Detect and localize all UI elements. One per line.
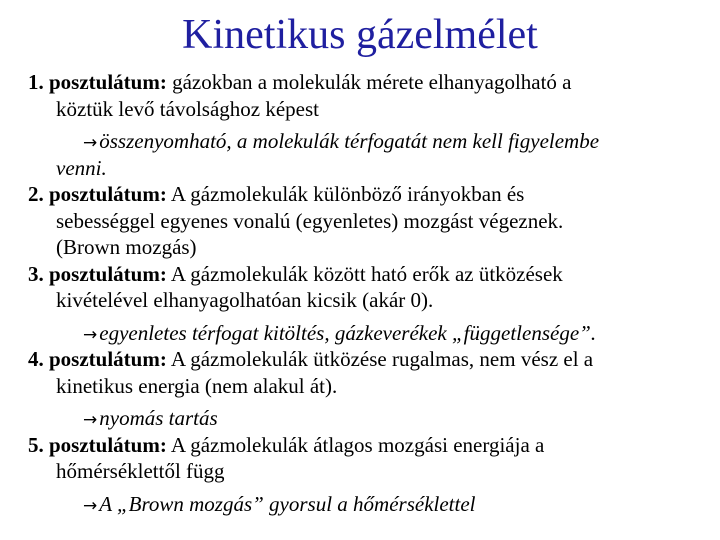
postulate-5-line-2: hőmérséklettől függ (56, 459, 225, 483)
arrow-right-icon: → (83, 495, 98, 516)
arrow-right-icon: → (83, 324, 98, 345)
arrow-right-icon: → (83, 410, 98, 430)
postulate-3-label: 3. posztulátum: (28, 261, 167, 286)
postulate-5-line-1 (28, 432, 708, 459)
postulate-1-label: 1. posztulátum: (28, 70, 167, 94)
postulate-5-text-1: A gázmolekulák átlagos mozgási energiája a (166, 432, 545, 457)
postulate-2-line-2: sebességgel egyenes vonalú (egyenletes) mozgást végeznek. (56, 208, 564, 233)
postulate-5-label: 5. posztulátum: (28, 432, 167, 457)
postulate-1-line-2: köztük levő távolsághoz képest (56, 96, 320, 121)
postulate-4-line-2: kinetikus energia (nem alakul át). (56, 373, 338, 398)
postulate-1-text-1: gázokban a molekulák mérete elhanyagolható a (166, 70, 572, 94)
postulate-3-consequence-1 (28, 320, 708, 347)
slide-title: Kinetikus gázelmélet (182, 12, 538, 58)
postulate-3-consequence-text-1: egyenletes térfogat kitöltés, gázkeverékek „függetlensége”. (99, 320, 597, 345)
postulate-2-text-1: A gázmolekulák különböző irányokban és (166, 182, 525, 206)
postulate-1-consequence-text-1: összenyomható, a molekulák térfogatát nem kell figyelembe (99, 129, 600, 153)
postulate-4-label: 4. posztulátum: (28, 347, 167, 371)
postulate-2-line-1 (28, 181, 708, 208)
arrow-right-icon: → (83, 133, 98, 153)
postulate-1-consequence-1 (28, 128, 708, 155)
postulate-4-text-1: A gázmolekulák ütközése rugalmas, nem vész el a (166, 347, 594, 371)
postulate-5-consequence-text-1: A „Brown mozgás” gyorsul a hőmérséklettel (99, 491, 476, 516)
postulate-2-line-3: (Brown mozgás) (56, 235, 197, 259)
postulate-1-consequence-2: venni. (56, 155, 107, 180)
postulate-4-consequence-text-1: nyomás tartás (99, 406, 218, 430)
postulate-list (28, 69, 708, 517)
postulate-2-label: 2. posztulátum: (28, 182, 167, 206)
postulate-3-text-1: A gázmolekulák között ható erők az ütközések (166, 261, 563, 286)
postulate-4-line-1 (28, 346, 708, 373)
postulate-4-consequence-1 (28, 405, 708, 432)
postulate-1-line-1 (28, 69, 708, 96)
postulate-3-line-1 (28, 261, 708, 288)
postulate-3-line-2: kivételével elhanyagolhatóan kicsik (akár 0). (56, 288, 434, 312)
postulate-5-consequence-1 (28, 491, 708, 518)
